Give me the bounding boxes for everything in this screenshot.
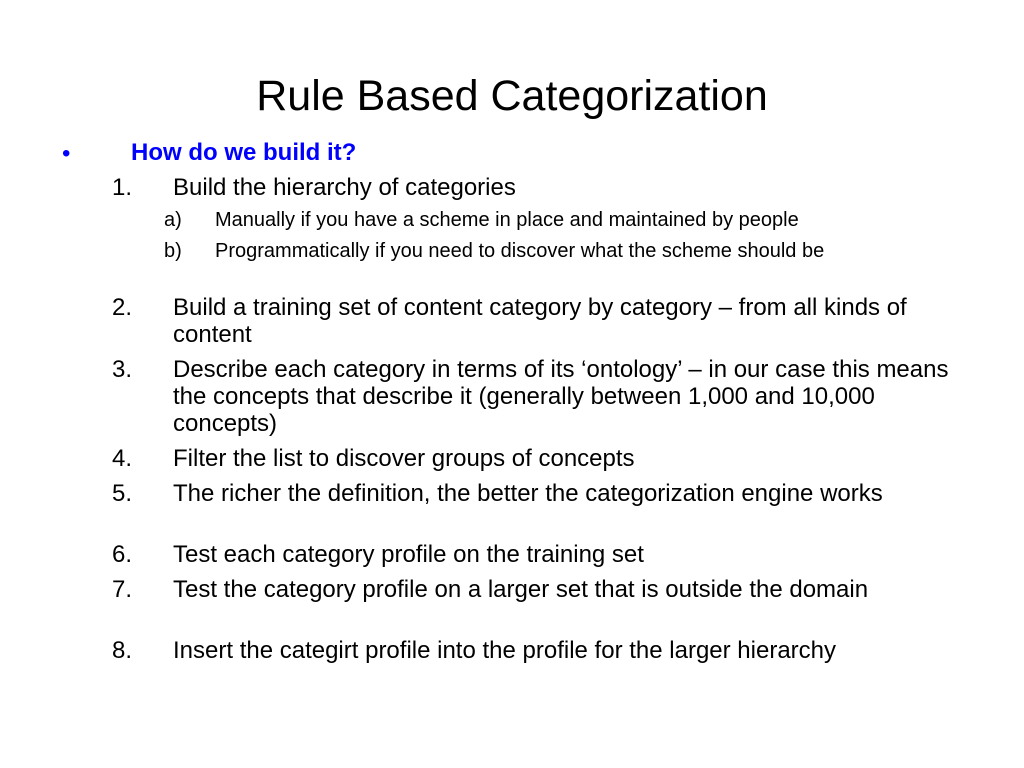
substep-text: Manually if you have a scheme in place and maintained by people: [215, 209, 799, 231]
step-number: 2.: [112, 294, 133, 321]
step-number: 5.: [112, 480, 133, 507]
slide-title: Rule Based Categorization: [256, 72, 768, 120]
step-text: Build a training set of content category by category – from all kinds of content: [173, 294, 907, 348]
substep-marker: b): [164, 240, 182, 262]
step-text: The richer the definition, the better the categorization engine works: [173, 480, 883, 507]
step-number: 3.: [112, 356, 133, 383]
step-text: Describe each category in terms of its ‘ontology’ – in our case this means the concepts that describe it (generally between 1,000 and 10,000 concepts): [173, 356, 949, 437]
step-text: Filter the list to discover groups of concepts: [173, 445, 635, 472]
step-number: 1.: [112, 174, 133, 201]
step-text: Test the category profile on a larger set that is outside the domain: [173, 576, 869, 603]
step-text: Build the hierarchy of categories: [173, 174, 516, 201]
step-number: 8.: [112, 637, 133, 664]
step-number: 4.: [112, 445, 133, 472]
step-number: 6.: [112, 541, 133, 568]
substep-text: Programmatically if you need to discover what the scheme should be: [215, 240, 825, 262]
substep-marker: a): [164, 209, 182, 231]
section-heading: How do we build it?: [131, 139, 357, 166]
bullet-icon: •: [62, 140, 71, 167]
step-text: Insert the categirt profile into the profile for the larger hierarchy: [173, 637, 836, 664]
step-text: Test each category profile on the training set: [173, 541, 644, 568]
step-number: 7.: [112, 576, 133, 603]
